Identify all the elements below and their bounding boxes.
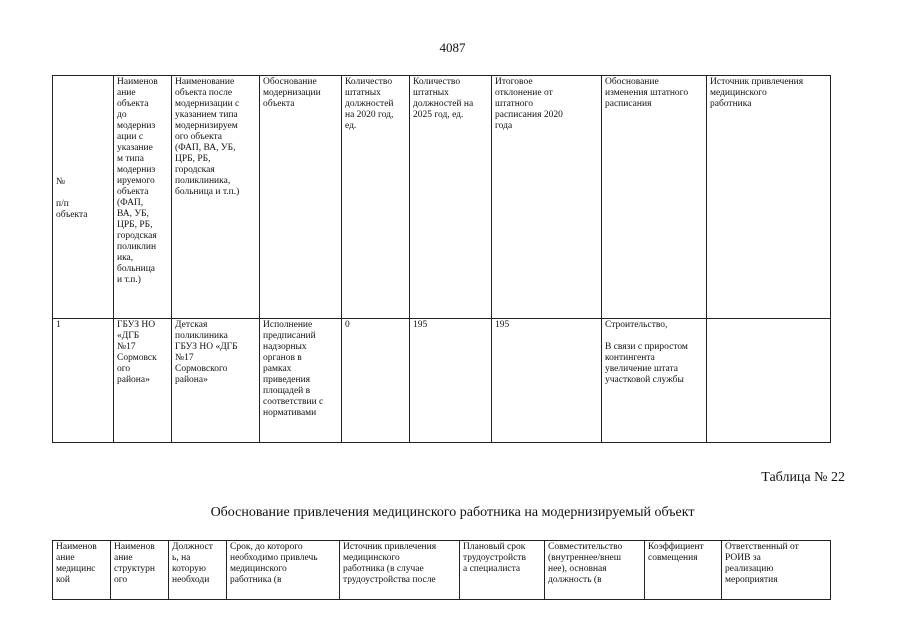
cell: 0 [342, 319, 410, 443]
page-number: 4087 [439, 40, 466, 55]
header-cell: Ответственный от РОИВ за реализацию мероприятия [722, 541, 831, 600]
cell: Детская поликлиника ГБУЗ НО «ДГБ №17 Сормовского района» [172, 319, 260, 443]
cell [707, 319, 831, 443]
table-header-row [53, 541, 831, 600]
header-cell-name-before: Наименов ание объекта до модерниз ации с указание м типа модерниз ируемого объекта (ФАП, ВА, УБ, ЦРБ, РБ, городская поликлин ика, больница и т.п.) [114, 76, 172, 319]
header-cell-number: № п/п объекта [53, 76, 114, 319]
header-cell: Срок, до которого необходимо привлечь медицинского работника (в [227, 541, 340, 600]
table-number-label: Таблица № 22 [761, 470, 845, 485]
header-cell-worker-source: Источник привлечения медицинского работника [707, 76, 831, 319]
header-cell: Должност ь, на которую необходи [169, 541, 227, 600]
header-cell: Плановый срок трудоустройств а специалиста [460, 541, 545, 600]
cell: 1 [53, 319, 114, 443]
cell: Строительство, В связи с приростом контингента увеличение штата участковой службы [602, 319, 707, 443]
cell: 195 [410, 319, 492, 443]
header-cell-staff-change-reason: Обоснование изменения штатного расписания [602, 76, 707, 319]
header-cell: Совместительство (внутреннее/внеш нее), основная должность (в [545, 541, 645, 600]
table-title: Обоснование привлечения медицинского работника на модернизируемый объект [210, 505, 695, 520]
cell: ГБУЗ НО «ДГБ №17 Сормовск ого района» [114, 319, 172, 443]
modernization-table [52, 75, 831, 443]
header-cell: Наименов ание медицинс кой [53, 541, 111, 600]
header-cell-staff-2020: Количество штатных должностей на 2020 год, ед. [342, 76, 410, 319]
header-cell: Коэффициент совмещения [645, 541, 722, 600]
header-cell: Наименов ание структурн ого [111, 541, 169, 600]
cell: Исполнение предписаний надзорных органов в рамках приведения площадей в соответствии с нормативами [260, 319, 342, 443]
table-row [53, 319, 831, 443]
header-cell-deviation: Итоговое отклонение от штатного расписания 2020 года [492, 76, 602, 319]
cell: 195 [492, 319, 602, 443]
worker-attraction-table [52, 540, 831, 600]
header-cell-staff-2025: Количество штатных должностей на 2025 год, ед. [410, 76, 492, 319]
header-cell: Источник привлечения медицинского работника (в случае трудоустройства после [340, 541, 460, 600]
header-cell-justification: Обоснование модернизации объекта [260, 76, 342, 319]
table-header-row [53, 76, 831, 319]
header-cell-name-after: Наименование объекта после модернизации с указанием типа модернизируем ого объекта (ФАП, ВА, УБ, ЦРБ, РБ, городская поликлиника, больница и т.п.) [172, 76, 260, 319]
